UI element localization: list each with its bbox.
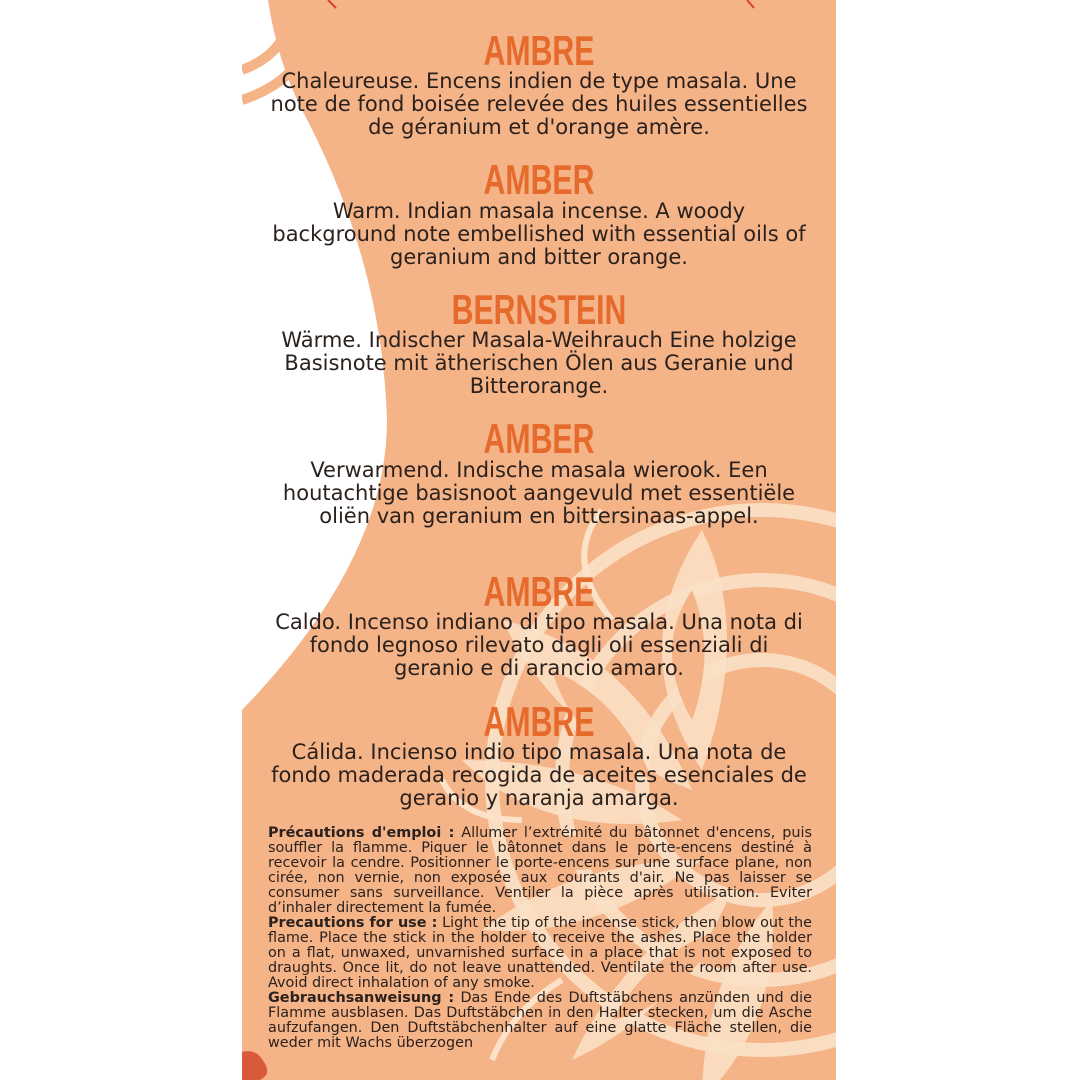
usage-heading-french: Précautions d'emploi : [268,825,455,841]
description-french: Chaleureuse. Encens indien de type masala. Une note de fond boisée relevée des huiles essentielles de géranium et d'orange amère. [270,69,808,139]
usage-french [268,826,812,916]
label-content [242,0,836,1080]
title-english: AMBER [483,156,595,203]
description-dutch: Verwarmend. Indische masala wierook. Een houtachtige basisnoot aangevuld met essentiële oliën van geranium en bittersinaas-appel. [282,458,796,528]
usage-text-english: Light the tip of the incense stick, then blow out the flame. Place the stick in the holder to receive the ashes. Place the holder on a flat, unwaxed, unvarnished surface in a place that is not exposed to draughts. Once lit, do not leave unattended. Ventilate the room after use. Avoid direct inhalation of any smoke. [268,915,813,991]
title-dutch: AMBER [483,415,595,462]
usage-text-french: Allumer l’extrémité du bâtonnet d'encens, puis souffler la flamme. Piquer le bâtonnet dans le porte-encens destiné à recevoir la cendre. Positionner le porte-encens sur une surface plane, non cirée, non vernie, non exposée aux courants d'air. Ne pas laisser se consumer sans surveillance. Ventiler la pièce après utilisation. Eviter d’inhaler directement la fumée. [268,825,812,916]
description-german: Wärme. Indischer Masala-Weihrauch Eine holzige Basisnote mit ätherischen Ölen aus Geranie und Bitterorange. [281,328,797,398]
usage-heading-english: Precautions for use : [268,915,438,931]
usage-german [268,991,812,1051]
title-german: BERNSTEIN [451,286,627,333]
usage-precautions [268,826,812,1051]
title-italian: AMBRE [483,568,595,615]
usage-heading-german: Gebrauchsanweisung : [268,990,455,1006]
description-spanish: Cálida. Incienso indio tipo masala. Una nota de fondo maderada recogida de aceites esenciales de geranio y naranja amarga. [271,740,807,810]
title-french: AMBRE [483,27,595,74]
usage-text-german: Das Ende des Duftstäbchens anzünden und die Flamme ausblasen. Das Duftstäbchen in den Halter stecken, um die Asche aufzufangen. Den Duftstäbchenhalter auf eine glatte Fläche stellen, die weder mit Wachs überzogen [268,990,812,1051]
product-label-panel [242,0,836,1080]
usage-english [268,916,812,991]
description-italian: Caldo. Incenso indiano di tipo masala. Una nota di fondo legnoso rilevato dagli oli essenziali di geranio e di arancio amaro. [275,610,803,680]
title-spanish: AMBRE [483,698,595,745]
description-english: Warm. Indian masala incense. A woody background note embellished with essential oils of geranium and bitter orange. [272,199,806,269]
